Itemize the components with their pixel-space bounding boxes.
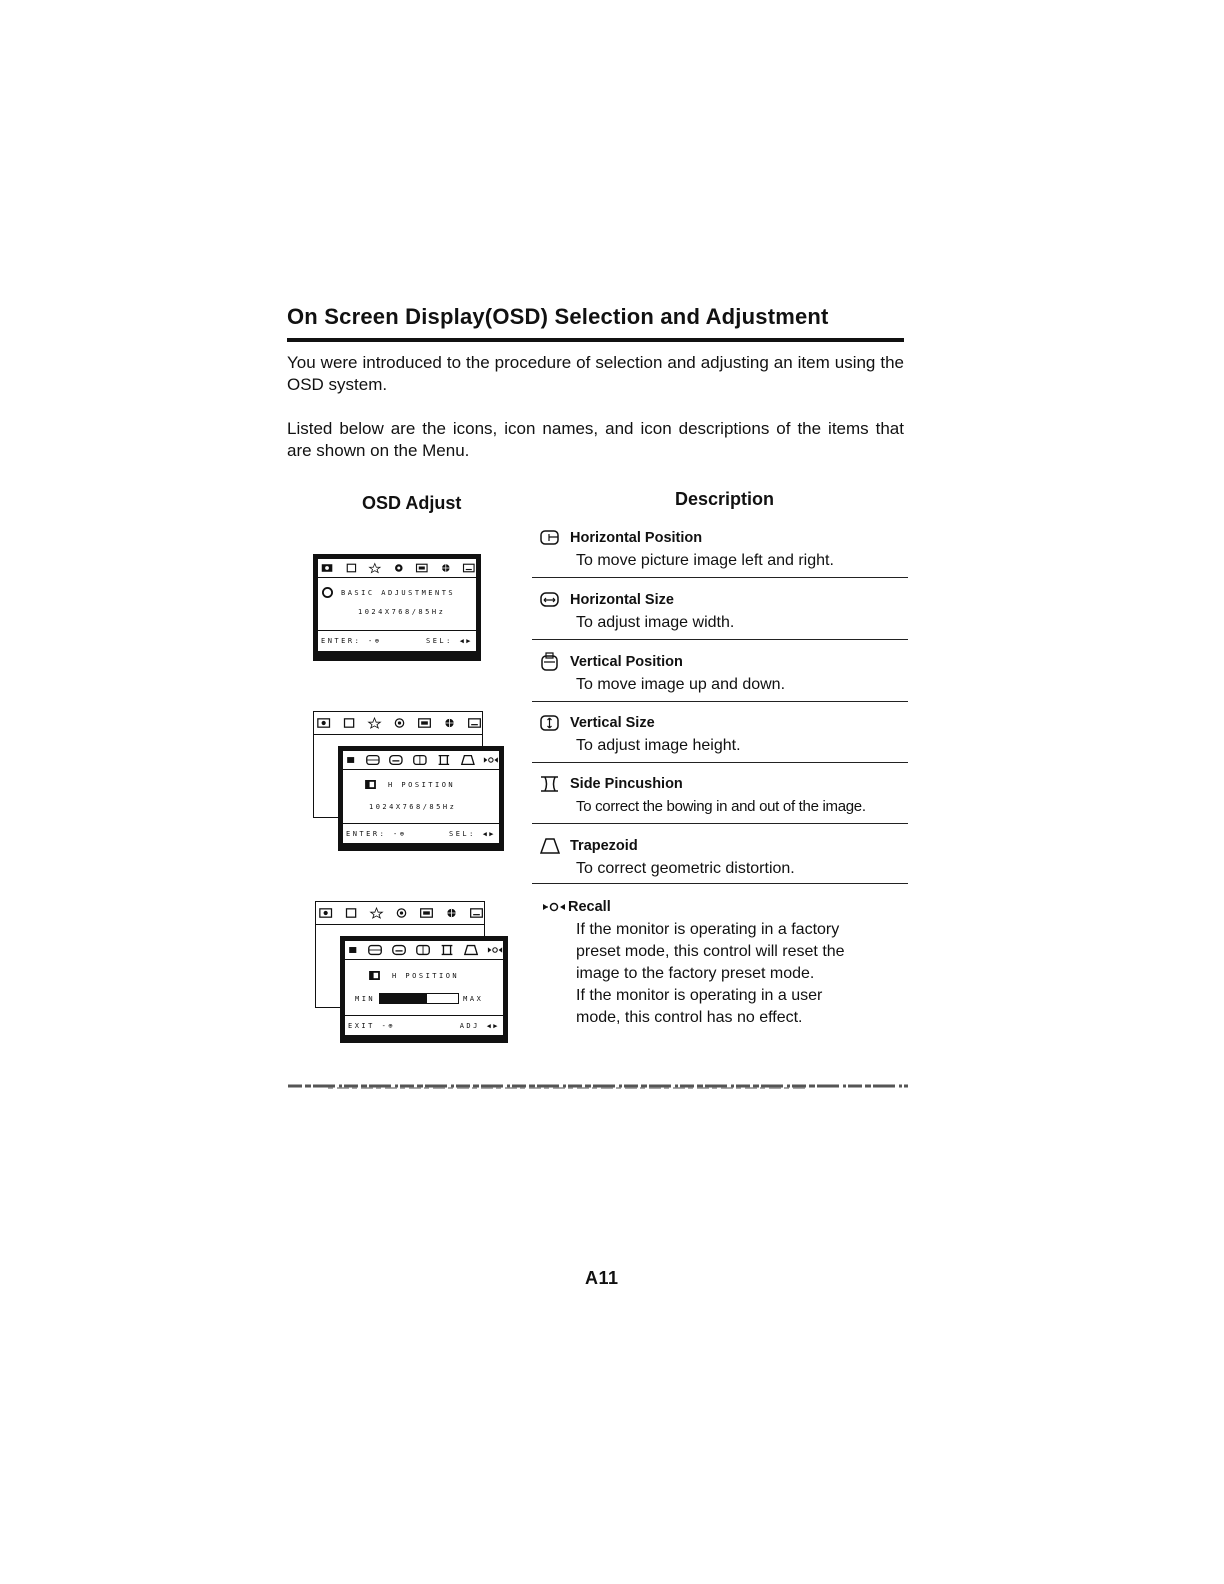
picture-icon xyxy=(417,716,432,730)
osd-menu-title: BASIC ADJUSTMENTS xyxy=(341,588,456,597)
star-icon xyxy=(367,716,382,730)
item-trapezoid xyxy=(532,835,908,884)
side-pincushion-icon xyxy=(439,943,455,957)
osd-menu-title: H POSITION xyxy=(388,780,456,789)
osd-enter-hint: ENTER: xyxy=(346,830,387,838)
h-position-icon xyxy=(369,971,380,980)
color-icon xyxy=(392,561,406,575)
screen-icon xyxy=(345,561,359,575)
trapezoid-icon xyxy=(460,753,476,767)
basic-adjust-icon xyxy=(319,906,334,920)
osd-select-hint: SEL: xyxy=(425,637,453,645)
osd-resolution: 1024X768/85Hz xyxy=(358,608,446,616)
picture-icon xyxy=(419,906,434,920)
item-description: To correct geometric distortion. xyxy=(576,860,795,877)
osd-adjust-hint: ADJ xyxy=(459,1022,480,1030)
item-name: Vertical Size xyxy=(570,715,655,731)
osd-setup-icon xyxy=(462,561,476,575)
exit-arrow-icon: -⊕ xyxy=(381,1022,396,1030)
horizontal-position-icon xyxy=(538,528,562,548)
slider-max-label: MAX xyxy=(463,994,484,1003)
vertical-size-icon xyxy=(415,943,431,957)
osd-exit-hint: EXIT xyxy=(348,1022,375,1030)
basic-adjust-icon xyxy=(321,561,335,575)
item-name: Horizontal Position xyxy=(570,530,703,546)
basic-adjust-icon xyxy=(317,716,332,730)
slider-min-label: MIN xyxy=(355,994,376,1003)
osd-screen-main-menu xyxy=(313,554,481,661)
description-line: preset mode, this control will reset the xyxy=(576,943,845,960)
h-position-icon xyxy=(365,780,376,789)
recall-icon xyxy=(487,943,503,957)
globe-icon xyxy=(439,561,453,575)
description-line: If the monitor is operating in a factory xyxy=(576,921,840,938)
color-icon xyxy=(394,906,409,920)
adjust-arrows-icon: ◀▶ xyxy=(486,1022,500,1030)
intro-paragraph: You were introduced to the procedure of selection and adjusting an item using the OSD system. xyxy=(287,353,904,394)
title-rule xyxy=(287,338,904,342)
item-description xyxy=(576,919,906,1029)
item-description: To adjust image width. xyxy=(576,614,735,631)
osd-enter-hint: ENTER: xyxy=(321,637,362,645)
osd-select-hint: SEL: xyxy=(448,830,476,838)
item-name: Vertical Position xyxy=(570,654,683,670)
exit-bar-icon xyxy=(348,943,359,957)
page-number: A11 xyxy=(585,1268,619,1288)
exit-bar-icon xyxy=(346,753,357,767)
item-side-pincushion xyxy=(532,773,908,824)
horizontal-size-icon xyxy=(388,753,404,767)
description-line: If the monitor is operating in a user xyxy=(576,987,823,1004)
osd-icon-bar xyxy=(316,902,484,925)
item-name: Side Pincushion xyxy=(570,776,683,792)
osd-submenu-icon-bar xyxy=(345,941,503,960)
page-title: On Screen Display(OSD) Selection and Adjustment xyxy=(287,304,829,329)
trapezoid-icon xyxy=(463,943,479,957)
star-icon xyxy=(368,561,382,575)
vertical-size-icon xyxy=(538,713,562,733)
osd-screen-submenu xyxy=(338,746,504,851)
enter-arrow-icon: -⊕ xyxy=(368,637,382,645)
osd-icon-bar xyxy=(318,559,476,578)
horizontal-position-icon xyxy=(365,753,381,767)
h-position-slider[interactable] xyxy=(379,993,459,1004)
recall-icon xyxy=(483,753,499,767)
listing-intro-paragraph: Listed below are the icons, icon names, and icon descriptions of the items that are shown on the Menu. xyxy=(287,419,904,460)
slider-fill xyxy=(380,994,427,1003)
item-recall xyxy=(532,896,908,1026)
item-horizontal-size xyxy=(532,589,908,640)
vertical-size-icon xyxy=(412,753,428,767)
horizontal-size-icon xyxy=(538,590,562,610)
star-icon xyxy=(369,906,384,920)
item-name: Trapezoid xyxy=(570,838,638,854)
side-pincushion-icon xyxy=(538,774,562,794)
osd-icon-bar xyxy=(314,712,482,735)
item-description: To adjust image height. xyxy=(576,737,741,754)
item-vertical-size xyxy=(532,712,908,763)
osd-screen-adjust xyxy=(340,936,508,1043)
vertical-position-icon xyxy=(538,652,562,672)
osd-resolution: 1024X768/85Hz xyxy=(369,803,457,811)
item-name: Recall xyxy=(568,899,611,915)
side-pincushion-icon xyxy=(436,753,452,767)
screen-icon xyxy=(344,906,359,920)
trapezoid-icon xyxy=(538,836,562,856)
osd-setup-icon xyxy=(467,716,482,730)
horizontal-position-icon xyxy=(367,943,383,957)
osd-setup-icon xyxy=(469,906,484,920)
item-description: To correct the bowing in and out of the image. xyxy=(576,798,866,815)
item-description: To move image up and down. xyxy=(576,676,786,693)
enter-arrow-icon: -⊕ xyxy=(393,830,407,838)
select-arrows-icon: ◀▶ xyxy=(459,637,473,645)
horizontal-size-icon xyxy=(391,943,407,957)
basic-adjustments-icon xyxy=(322,587,333,598)
item-horizontal-position xyxy=(532,527,908,578)
globe-icon xyxy=(442,716,457,730)
globe-icon xyxy=(444,906,459,920)
select-arrows-icon: ◀▶ xyxy=(482,830,496,838)
description-line: image to the factory preset mode. xyxy=(576,965,815,982)
osd-menu-title: H POSITION xyxy=(392,971,460,980)
description-heading: Description xyxy=(675,489,775,509)
picture-icon xyxy=(415,561,429,575)
osd-submenu-icon-bar xyxy=(343,751,499,770)
description-line: mode, this control has no effect. xyxy=(576,1009,803,1026)
osd-adjust-heading: OSD Adjust xyxy=(362,493,462,513)
color-icon xyxy=(392,716,407,730)
recall-icon xyxy=(542,897,566,917)
item-description: To move picture image left and right. xyxy=(576,552,834,569)
item-name: Horizontal Size xyxy=(570,592,674,608)
screen-icon xyxy=(342,716,357,730)
item-vertical-position xyxy=(532,651,908,702)
footer-rule xyxy=(288,1080,908,1092)
